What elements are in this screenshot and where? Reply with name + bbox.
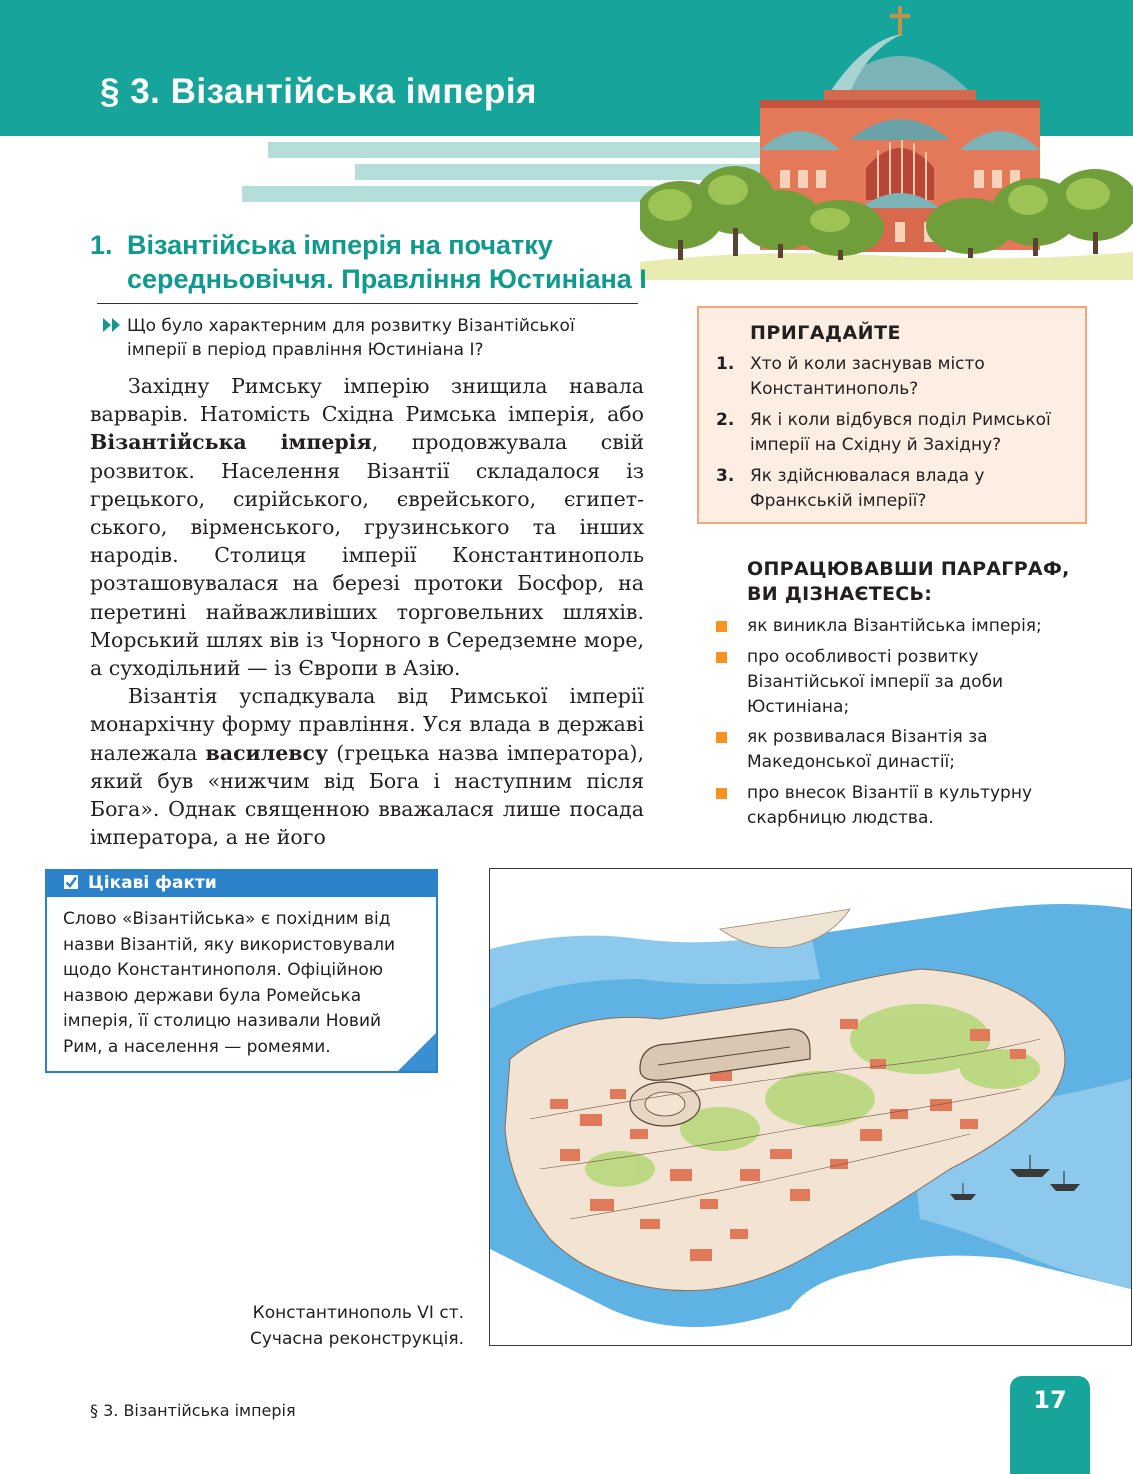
running-footer: § 3. Візантійська імперія	[90, 1401, 296, 1420]
text-run: Візантія успадкувала від Римської імперії монархічну форму правління. Уся влада в державі належала	[90, 684, 644, 765]
term-basileus: василевсу	[205, 740, 329, 765]
double-arrow-icon	[103, 318, 121, 332]
page-curl-icon	[398, 1033, 436, 1071]
text-run: Західну Римську імперію знищила навала варварів. Натомість Східна Римська імперія, або	[90, 374, 644, 427]
section-question: Що було характерним для розвитку Візантійської імперії в період правління Юстиніана І?	[127, 316, 575, 360]
learn-item: про особливості розвитку Візантійської імперії за доби Юстиніана;	[747, 647, 1004, 717]
map-caption-line: Константинополь VI ст.	[252, 1303, 464, 1323]
chapter-title: § 3. Візантійська імперія	[100, 72, 537, 111]
square-bullet-icon	[716, 788, 727, 799]
recall-item: Як і коли відбувся поділ Римської імперії на Східну й Західну?	[750, 410, 1051, 455]
square-bullet-icon	[716, 732, 727, 743]
square-bullet-icon	[716, 652, 727, 663]
learn-title: ОПРАЦЮВАВШИ ПАРАГРАФ, ВИ ДІЗНАЄТЕСЬ:	[747, 558, 1070, 605]
constantinople-map	[489, 868, 1132, 1346]
heading-divider	[97, 303, 638, 304]
constantinople-map-illustration	[490, 869, 1131, 1345]
text-run: (грецька назва імператора), який був «нижчим від Бога і наступним після Бога». Однак священною вважалася лише посада імператора, а не його	[90, 740, 644, 850]
recall-title: ПРИГАДАЙТЕ	[750, 322, 902, 344]
paragraph	[90, 682, 644, 851]
hagia-sophia-illustration	[640, 0, 1133, 280]
recall-number: 1.	[716, 354, 735, 374]
paragraph	[90, 372, 644, 682]
page-number: 17	[1033, 1386, 1067, 1414]
facts-text: Слово «Візантійська» є похідним від назви Візантій, яку використовували щодо Константинополя. Офіційною назвою держави була Ромейська імперія, її столицю називали Новий Рим, а населення — ромеями.	[63, 909, 396, 1057]
section-title: Візантійська імперія на початку середньовіччя. Правління Юстиніана І	[127, 230, 647, 294]
map-caption-line: Сучасна реконструкція.	[249, 1329, 464, 1349]
learn-item: як виникла Візантійська імперія;	[747, 616, 1042, 636]
section-number: 1.	[90, 230, 113, 260]
square-bullet-icon	[716, 621, 727, 632]
recall-item: Хто й коли заснував місто Константинополь?	[750, 354, 985, 399]
facts-title: Цікаві факти	[88, 873, 217, 893]
recall-number: 2.	[716, 410, 735, 430]
text-run: , продовжувала свій розвиток. Населення Візантії складалося із грецького, сирійського, єврейського, єгипетського, вірменського, грузинського та інших народів. Столиця імперії Константинополь розташовувалася на березі протоки Босфор, на перетині найважливіших торговельних шляхів. Морський шлях вів із Чорного в Середземне море, а суходільний — із Європи в Азію.	[90, 430, 644, 681]
map-caption	[170, 1300, 464, 1352]
term-byzantine-empire: Візантійська імперія	[90, 430, 372, 455]
learn-item: як розвивалася Візантія за Македонської династії;	[747, 727, 988, 772]
main-text	[90, 372, 644, 851]
recall-item: Як здійснювалася влада у Франкській імперії?	[750, 466, 985, 511]
learn-item: про внесок Візантії в культурну скарбницю людства.	[747, 783, 1032, 828]
checkbox-icon	[64, 875, 78, 889]
recall-number: 3.	[716, 466, 735, 486]
